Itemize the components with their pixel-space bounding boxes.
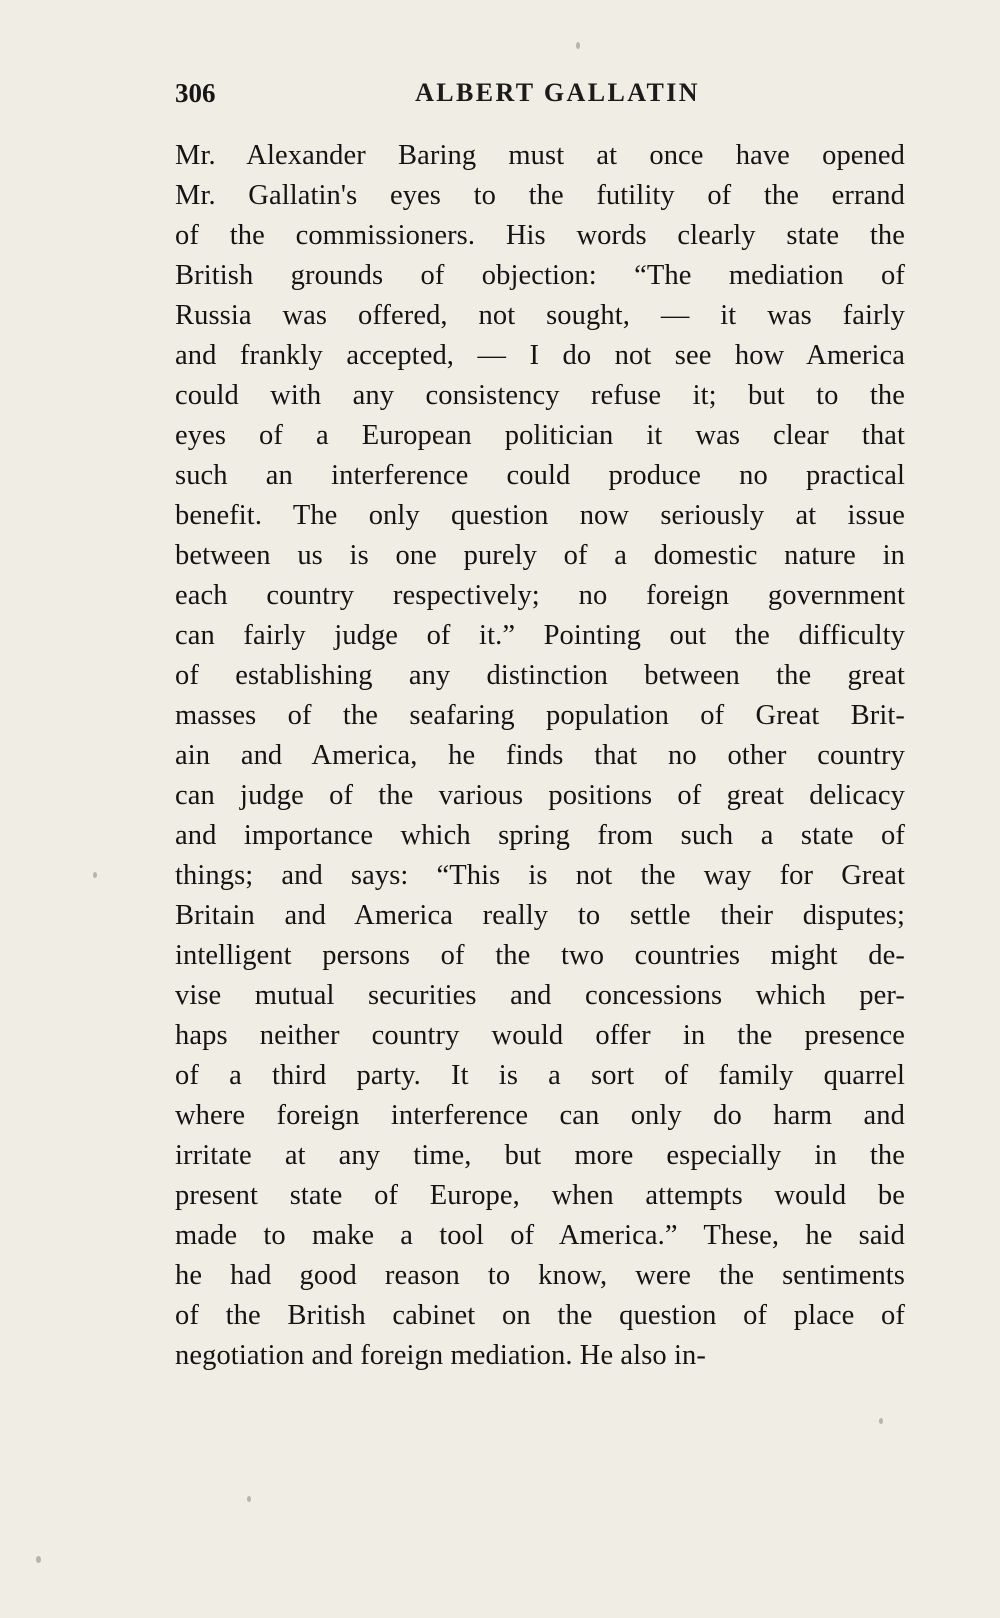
text-line: irritate at any time, but more especially in the bbox=[175, 1140, 905, 1171]
text-line: each country respectively; no foreign government bbox=[175, 580, 905, 611]
text-line: ain and America, he finds that no other country bbox=[175, 740, 905, 771]
text-line: can judge of the various positions of great delicacy bbox=[175, 780, 905, 811]
speck-mark bbox=[247, 1496, 251, 1502]
text-line: Britain and America really to settle their disputes; bbox=[175, 900, 905, 931]
page-header bbox=[175, 78, 905, 112]
page-number: 306 bbox=[175, 78, 216, 108]
text-line: British grounds of objection: “The mediation of bbox=[175, 260, 905, 291]
text-line: things; and says: “This is not the way for Great bbox=[175, 860, 905, 891]
paragraph bbox=[175, 136, 905, 1376]
text-line: of establishing any distinction between the great bbox=[175, 660, 905, 691]
text-line: made to make a tool of America.” These, he said bbox=[175, 1220, 905, 1251]
text-line: Mr. Gallatin's eyes to the futility of the errand bbox=[175, 180, 905, 211]
text-line: between us is one purely of a domestic nature in bbox=[175, 540, 905, 571]
text-line: vise mutual securities and concessions which per- bbox=[175, 980, 905, 1011]
body-text bbox=[175, 136, 905, 1376]
text-line: can fairly judge of it.” Pointing out the difficulty bbox=[175, 620, 905, 651]
speck-mark bbox=[576, 42, 580, 49]
text-line: could with any consistency refuse it; but to the bbox=[175, 380, 905, 411]
text-line: Russia was offered, not sought, — it was fairly bbox=[175, 300, 905, 331]
speck-mark bbox=[93, 872, 97, 878]
text-line: eyes of a European politician it was clear that bbox=[175, 420, 905, 451]
running-head: ALBERT GALLATIN bbox=[415, 78, 700, 107]
text-line: Mr. Alexander Baring must at once have opened bbox=[175, 140, 905, 171]
text-line: intelligent persons of the two countries might de- bbox=[175, 940, 905, 971]
text-line: present state of Europe, when attempts would be bbox=[175, 1180, 905, 1211]
text-line: of the British cabinet on the question of place of bbox=[175, 1300, 905, 1331]
text-line: and importance which spring from such a state of bbox=[175, 820, 905, 851]
text-line: masses of the seafaring population of Great Brit- bbox=[175, 700, 905, 731]
text-line: and frankly accepted, — I do not see how America bbox=[175, 340, 905, 371]
text-line: haps neither country would offer in the presence bbox=[175, 1020, 905, 1051]
text-line: where foreign interference can only do harm and bbox=[175, 1100, 905, 1131]
text-line: of the commissioners. His words clearly state the bbox=[175, 220, 905, 251]
text-line: of a third party. It is a sort of family quarrel bbox=[175, 1060, 905, 1091]
text-line: benefit. The only question now seriously at issue bbox=[175, 500, 905, 531]
text-line: such an interference could produce no practical bbox=[175, 460, 905, 491]
speck-mark bbox=[36, 1556, 41, 1563]
text-line: he had good reason to know, were the sentiments bbox=[175, 1260, 905, 1291]
text-line: negotiation and foreign mediation. He also in- bbox=[175, 1340, 706, 1371]
speck-mark bbox=[879, 1418, 883, 1424]
